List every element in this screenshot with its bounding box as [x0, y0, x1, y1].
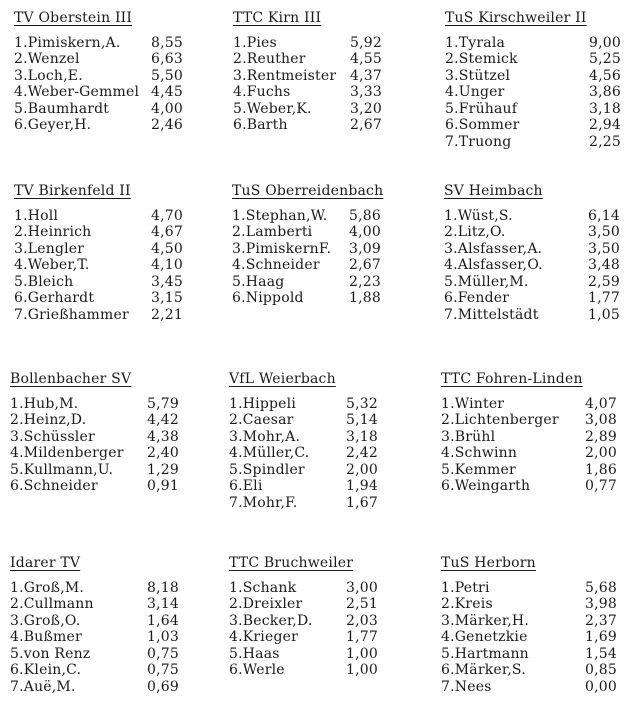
player-row — [233, 51, 382, 68]
player-name: 7.Mittelstädt — [444, 306, 539, 323]
player-name: 5.Kemmer — [441, 461, 516, 478]
player-name: 2.Caesar — [229, 412, 294, 428]
player-score: 2,67 — [349, 257, 381, 273]
player-name: 3.Schüssler — [10, 428, 95, 445]
player-row — [14, 306, 183, 324]
player-score: 5,32 — [346, 395, 378, 412]
player-name: 3.Märker,H. — [441, 612, 529, 629]
player-row — [10, 428, 179, 446]
player-row — [233, 100, 382, 118]
player-name: 5.Kullmann,U. — [10, 461, 114, 478]
player-row — [441, 629, 617, 646]
player-name: 1.Schank — [229, 579, 297, 596]
player-name: 6.Märker,S. — [441, 662, 526, 678]
player-row — [14, 240, 183, 258]
player-name: 1.Pies — [233, 34, 277, 51]
player-name: 1.Stephan,W. — [232, 207, 328, 224]
player-score: 1,54 — [585, 645, 617, 662]
player-row — [229, 445, 378, 462]
player-score: 3,15 — [151, 290, 183, 306]
player-name: 7.Grießhammer — [14, 306, 129, 323]
player-name: 3.Rentmeister — [233, 67, 337, 84]
team-name: TuS Oberreidenbach — [232, 183, 384, 199]
player-row — [441, 662, 617, 679]
player-row — [232, 290, 383, 307]
player-score: 4,55 — [350, 51, 382, 67]
player-row — [232, 274, 383, 291]
player-row — [445, 117, 621, 134]
player-row — [441, 596, 617, 613]
player-score: 2,37 — [585, 612, 617, 629]
player-name: 3.Brühl — [441, 428, 496, 445]
player-row — [445, 67, 621, 85]
player-row — [10, 629, 179, 646]
player-name: 4.Alsfasser,O. — [444, 257, 543, 273]
player-score: 4,50 — [151, 240, 183, 257]
player-row — [229, 461, 378, 479]
player-name: 2.Heinrich — [14, 224, 92, 240]
player-name: 6.Nippold — [232, 290, 304, 306]
team-block — [441, 555, 617, 695]
player-row — [14, 51, 183, 68]
player-name: 4.Schwinn — [441, 445, 518, 461]
player-score: 1,64 — [147, 612, 179, 629]
player-row — [14, 273, 183, 291]
player-score: 2,51 — [346, 596, 378, 612]
player-name: 4.Fuchs — [233, 84, 291, 100]
player-score: 2,42 — [346, 445, 378, 461]
player-score: 4,56 — [589, 67, 621, 84]
player-name: 7.Truong — [445, 133, 512, 150]
player-row — [441, 612, 617, 630]
player-name: 2.Reuther — [233, 51, 306, 67]
player-score: 1,29 — [147, 461, 179, 478]
player-score: 0,00 — [585, 678, 617, 695]
player-score: 5,25 — [589, 51, 621, 67]
player-row — [229, 579, 378, 597]
player-row — [444, 240, 620, 258]
player-row — [441, 645, 617, 663]
player-name: 3.Groß,O. — [10, 612, 81, 629]
player-score: 6,63 — [151, 51, 183, 67]
player-score: 8,55 — [151, 34, 183, 51]
player-row — [229, 662, 378, 679]
team-block — [229, 555, 378, 679]
player-name: 3.Mohr,A. — [229, 428, 301, 445]
player-score: 2,46 — [151, 117, 183, 133]
player-row — [441, 579, 617, 597]
player-name: 5.Baumhardt — [14, 100, 110, 117]
player-score: 2,21 — [151, 306, 183, 323]
player-row — [445, 51, 621, 68]
player-row — [441, 461, 617, 479]
player-name: 2.Heinz,D. — [10, 412, 87, 428]
player-score: 4,07 — [585, 395, 617, 412]
player-row — [229, 596, 378, 613]
player-name: 5.Haas — [229, 645, 280, 662]
player-name: 3.Lengler — [14, 240, 85, 257]
player-score: 5,50 — [151, 67, 183, 84]
player-name: 5.Weber,K. — [233, 100, 312, 117]
player-row — [232, 208, 383, 225]
team-name: Idarer TV — [10, 555, 81, 571]
player-score: 6,14 — [588, 207, 620, 224]
player-score: 3,08 — [585, 412, 617, 428]
player-row — [229, 395, 378, 413]
player-row — [232, 224, 383, 241]
player-name: 2.Kreis — [441, 596, 493, 612]
player-name: 3.PimiskernF. — [232, 240, 332, 257]
player-score: 2,23 — [349, 273, 381, 290]
player-name: 5.Müller,M. — [444, 273, 529, 290]
player-score: 3,09 — [349, 240, 381, 257]
player-name: 1.Groß,M. — [10, 579, 85, 596]
team-block — [441, 371, 617, 495]
player-row — [233, 117, 382, 134]
player-score: 3,45 — [151, 273, 183, 290]
player-name: 7.Auë,M. — [10, 678, 76, 695]
player-score: 4,37 — [350, 67, 382, 84]
player-score: 5,68 — [585, 579, 617, 596]
team-name: TTC Fohren-Linden — [441, 371, 583, 387]
player-row — [229, 494, 378, 512]
player-score: 3,86 — [589, 84, 621, 100]
player-row — [444, 207, 620, 225]
player-row — [14, 224, 183, 241]
player-row — [441, 395, 617, 413]
player-score: 1,69 — [585, 629, 617, 645]
player-name: 6.Eli — [229, 478, 263, 494]
player-row — [229, 428, 378, 446]
player-name: 1.Pimiskern,A. — [14, 34, 121, 51]
player-score: 0,75 — [147, 645, 179, 662]
player-score: 4,67 — [151, 224, 183, 240]
team-name: TV Oberstein III — [14, 10, 133, 26]
player-name: 6.Fender — [444, 290, 510, 306]
player-row — [441, 478, 617, 495]
player-row — [10, 596, 179, 613]
player-score: 2,40 — [147, 445, 179, 461]
player-row — [229, 478, 378, 495]
player-score: 0,85 — [585, 662, 617, 678]
player-score: 3,00 — [346, 579, 378, 596]
team-block — [14, 10, 183, 134]
player-row — [445, 84, 621, 101]
player-name: 5.Hartmann — [441, 645, 529, 662]
player-name: 7.Nees — [441, 678, 492, 695]
player-row — [441, 678, 617, 696]
team-name: TuS Kirschweiler II — [445, 10, 587, 26]
player-row — [14, 207, 183, 225]
player-name: 6.Sommer — [445, 117, 520, 133]
player-row — [14, 34, 183, 52]
team-name: VfL Weierbach — [229, 371, 336, 387]
player-score: 3,98 — [585, 596, 617, 612]
team-name: Bollenbacher SV — [10, 371, 132, 387]
player-score: 5,79 — [147, 395, 179, 412]
player-score: 3,50 — [588, 240, 620, 257]
player-name: 4.Unger — [445, 84, 505, 100]
player-name: 4.Müller,C. — [229, 445, 310, 461]
player-row — [445, 34, 621, 52]
player-row — [14, 117, 183, 134]
player-row — [14, 290, 183, 307]
player-name: 7.Mohr,F. — [229, 494, 298, 511]
team-block — [444, 183, 620, 323]
player-row — [10, 645, 179, 663]
player-name: 1.Winter — [441, 395, 505, 412]
player-score: 0,91 — [147, 478, 179, 494]
player-score: 2,89 — [585, 428, 617, 445]
player-score: 4,00 — [151, 100, 183, 117]
player-score: 3,48 — [588, 257, 620, 273]
player-row — [10, 579, 179, 597]
player-score: 5,86 — [349, 207, 381, 224]
player-name: 2.Cullmann — [10, 596, 94, 612]
player-name: 3.Alsfasser,A. — [444, 240, 543, 257]
player-score: 8,18 — [147, 579, 179, 596]
player-score: 1,94 — [346, 478, 378, 494]
team-name: TTC Bruchweiler — [229, 555, 354, 571]
player-row — [444, 306, 620, 324]
player-row — [441, 445, 617, 462]
player-score: 3,18 — [589, 100, 621, 117]
player-name: 3.Becker,D. — [229, 612, 313, 629]
player-score: 1,67 — [346, 494, 378, 511]
team-block — [229, 371, 378, 511]
player-score: 5,92 — [350, 34, 382, 51]
player-row — [232, 257, 383, 274]
player-row — [444, 273, 620, 291]
player-row — [14, 84, 183, 101]
player-row — [10, 412, 179, 429]
player-row — [441, 428, 617, 446]
player-name: 2.Lamberti — [232, 224, 313, 240]
player-score: 1,00 — [346, 662, 378, 678]
player-name: 3.Stützel — [445, 67, 511, 84]
player-score: 2,00 — [346, 461, 378, 478]
player-score: 1,00 — [346, 645, 378, 662]
player-name: 6.Barth — [233, 117, 288, 133]
player-name: 5.von Renz — [10, 645, 91, 662]
player-score: 5,14 — [346, 412, 378, 428]
player-name: 6.Weingarth — [441, 478, 531, 494]
player-name: 6.Klein,C. — [10, 662, 82, 678]
player-name: 2.Wenzel — [14, 51, 80, 67]
player-row — [229, 645, 378, 663]
player-name: 1.Petri — [441, 579, 490, 596]
player-name: 6.Geyer,H. — [14, 117, 92, 133]
player-row — [229, 612, 378, 630]
player-name: 1.Holl — [14, 207, 59, 224]
team-name: TV Birkenfeld II — [14, 183, 131, 199]
player-name: 2.Lichtenberger — [441, 412, 559, 428]
player-score: 4,00 — [349, 224, 381, 240]
player-score: 3,14 — [147, 596, 179, 612]
player-score: 0,75 — [147, 662, 179, 678]
player-score: 3,18 — [346, 428, 378, 445]
player-score: 2,67 — [350, 117, 382, 133]
player-name: 5.Spindler — [229, 461, 305, 478]
player-name: 2.Litz,O. — [444, 224, 506, 240]
player-name: 4.Schneider — [232, 257, 320, 273]
player-score: 4,45 — [151, 84, 183, 100]
player-score: 2,00 — [585, 445, 617, 461]
player-score: 3,50 — [588, 224, 620, 240]
player-row — [444, 257, 620, 274]
player-score: 0,77 — [585, 478, 617, 494]
player-name: 1.Wüst,S. — [444, 207, 513, 224]
team-name: SV Heimbach — [444, 183, 543, 199]
player-score: 1,05 — [588, 306, 620, 323]
player-score: 4,38 — [147, 428, 179, 445]
team-block — [10, 555, 179, 695]
player-name: 3.Loch,E. — [14, 67, 83, 84]
player-score: 1,88 — [349, 290, 381, 306]
team-block — [233, 10, 382, 134]
team-block — [14, 183, 183, 323]
player-row — [441, 412, 617, 429]
team-name: TuS Herborn — [441, 555, 536, 571]
player-name: 5.Frühauf — [445, 100, 518, 117]
player-name: 1.Hippeli — [229, 395, 297, 412]
team-name: TTC Kirn III — [233, 10, 322, 26]
player-name: 5.Haag — [232, 273, 285, 290]
player-name: 4.Krieger — [229, 629, 299, 645]
player-row — [229, 629, 378, 646]
player-score: 1,03 — [147, 629, 179, 645]
player-row — [14, 100, 183, 118]
player-row — [10, 662, 179, 679]
player-row — [10, 678, 179, 696]
player-name: 4.Weber,T. — [14, 257, 90, 273]
player-row — [444, 224, 620, 241]
player-name: 4.Mildenberger — [10, 445, 124, 461]
player-row — [233, 67, 382, 85]
player-row — [14, 257, 183, 274]
player-row — [10, 461, 179, 479]
player-row — [10, 612, 179, 630]
player-row — [445, 100, 621, 118]
player-score: 1,77 — [588, 290, 620, 306]
player-score: 2,25 — [589, 133, 621, 150]
player-score: 0,69 — [147, 678, 179, 695]
player-score: 1,86 — [585, 461, 617, 478]
player-row — [232, 241, 383, 258]
player-row — [233, 84, 382, 101]
player-score: 3,33 — [350, 84, 382, 100]
player-score: 2,03 — [346, 612, 378, 629]
player-name: 1.Tyrala — [445, 34, 506, 51]
player-name: 6.Schneider — [10, 478, 98, 494]
player-row — [10, 478, 179, 495]
player-name: 4.Bußmer — [10, 629, 82, 645]
player-name: 6.Gerhardt — [14, 290, 95, 306]
player-name: 4.Genetzkie — [441, 629, 528, 645]
player-row — [444, 290, 620, 307]
player-row — [445, 133, 621, 151]
player-score: 4,42 — [147, 412, 179, 428]
player-row — [233, 34, 382, 52]
team-block — [10, 371, 179, 495]
player-row — [229, 412, 378, 429]
player-row — [14, 67, 183, 85]
player-name: 1.Hub,M. — [10, 395, 79, 412]
player-name: 6.Werle — [229, 662, 285, 678]
player-score: 9,00 — [589, 34, 621, 51]
player-score: 2,94 — [589, 117, 621, 133]
player-name: 5.Bleich — [14, 273, 74, 290]
player-score: 4,70 — [151, 207, 183, 224]
player-row — [10, 445, 179, 462]
player-name: 4.Weber-Gemmel — [14, 84, 140, 100]
player-row — [10, 395, 179, 413]
player-name: 2.Stemick — [445, 51, 518, 67]
player-score: 2,59 — [588, 273, 620, 290]
player-score: 1,77 — [346, 629, 378, 645]
player-name: 2.Dreixler — [229, 596, 303, 612]
team-block — [232, 183, 383, 307]
player-score: 4,10 — [151, 257, 183, 273]
team-block — [445, 10, 621, 150]
player-score: 3,20 — [350, 100, 382, 117]
